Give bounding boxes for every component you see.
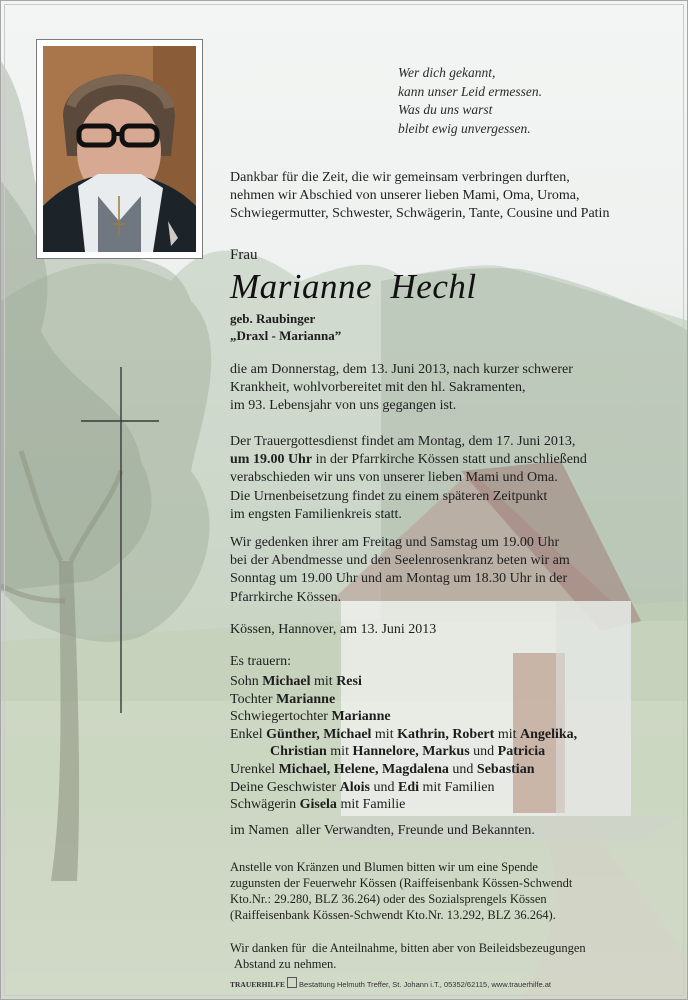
text-line: Kto.Nr.: 29.280, BLZ 36.264) oder des Sozialsprengels Kössen [230, 892, 547, 906]
text-span: Schwiegertochter [230, 709, 332, 725]
text-line: Sonntag um 19.00 Uhr und am Montag um 18.30 Uhr in der [230, 571, 568, 587]
text-span: mit Familien [419, 779, 495, 795]
text-line: Pfarrkirche Kössen. [230, 589, 342, 605]
text-span: Tochter [230, 691, 277, 707]
text-line: die am Donnerstag, dem 13. Juni 2013, nach kurzer schwerer [230, 362, 573, 377]
text-span: Schwägerin [230, 797, 300, 813]
text-span: in der Pfarrkirche Kössen statt und anschließend [312, 452, 587, 468]
footer-brand: TRAUERHILFE [230, 980, 286, 989]
mourner-line [230, 708, 577, 726]
text-line: nehmen wir Abschied von unserer lieben Mami, Oma, Uroma, [230, 188, 580, 204]
text-line [230, 451, 587, 469]
text-span: mit [494, 726, 520, 742]
text-line: (Raiffeisenbank Kössen-Schwendt Kto.Nr. 13.292, BLZ 36.264). [230, 908, 556, 922]
text-line: im engsten Familienkreis statt. [230, 506, 402, 522]
mourner-name: Marianne [276, 691, 336, 707]
poem [398, 64, 542, 138]
text-line: verabschieden wir uns von unserer lieben Mami und Oma. [230, 470, 558, 486]
poem-line: kann unser Leid ermessen. [398, 83, 542, 99]
mourner-name: Kathrin, Robert [397, 726, 495, 742]
text-line: Der Trauergottesdienst findet am Montag, dem 17. Juni 2013, [230, 434, 576, 449]
cross-icon [81, 367, 161, 717]
text-span: Sohn [230, 674, 263, 689]
portrait-photo-frame [36, 39, 203, 259]
text-span: und [448, 761, 477, 777]
text-line: Wir gedenken ihrer am Freitag und Samstag um 19.00 Uhr [230, 535, 560, 550]
mourner-name: Michael, Helene, Magdalena [278, 761, 449, 777]
text-line: Dankbar für die Zeit, die wir gemeinsam verbringen durften, [230, 170, 570, 185]
mourner-line [230, 743, 577, 761]
deceased-name: Marianne Hechl [230, 267, 477, 306]
mourner-line [230, 779, 577, 797]
footer [230, 977, 551, 989]
poem-line: bleibt ewig unvergessen. [398, 120, 531, 136]
death-notice [230, 361, 573, 416]
mourner-name: Edi [397, 779, 419, 795]
mourner-name: Hannelore, Markus [352, 744, 470, 760]
mourner-line [230, 726, 577, 744]
mourner-name: Sebastian [476, 761, 535, 777]
text-line: Schwiegermutter, Schwester, Schwägerin, Tante, Cousine und Patin [230, 206, 610, 222]
mourner-name: Christian [270, 744, 327, 760]
birth-info [230, 310, 341, 344]
mourner-name: Resi [336, 674, 362, 689]
mourner-name: Michael [262, 674, 311, 689]
text-span: und [369, 779, 398, 795]
mourner-name: Günther, Michael [266, 726, 372, 742]
footer-text: Bestattung Helmuth Treffer, St. Johann i.T., 05352/62115, www.trauerhilfe.at [299, 980, 551, 989]
text-line: Krankheit, wohlvorbereitet mit den hl. Sakramenten, [230, 380, 526, 396]
poem-line: Wer dich gekannt, [398, 65, 496, 80]
text-span: und [469, 744, 498, 760]
text-span: mit [310, 674, 337, 689]
mourner-line [230, 691, 577, 709]
text-line: bei der Abendmesse und den Seelenrosenkranz beten wir am [230, 553, 570, 569]
text-span: Deine Geschwister [230, 779, 340, 795]
nickname: „Draxl - Marianna” [230, 328, 342, 343]
text-span: mit [326, 744, 353, 760]
prayer-paragraph [230, 534, 570, 607]
mourner-name: Marianne [331, 709, 391, 725]
mourning-intro: Es trauern: [230, 654, 292, 669]
text-span: mit Familie [336, 797, 406, 813]
cross-logo-icon [287, 977, 297, 988]
text-span: Urenkel [230, 761, 279, 777]
mourner-name: Patricia [497, 744, 546, 760]
service-time: um 19.00 Uhr [230, 452, 313, 468]
mourner-line [230, 796, 577, 814]
thanks-paragraph [230, 169, 609, 224]
poem-line: Was du uns warst [398, 102, 493, 117]
text-span: mit [371, 726, 398, 742]
donation-paragraph [230, 859, 572, 923]
portrait-photo [43, 46, 196, 252]
birth-name: geb. Raubinger [230, 311, 316, 326]
text-line: Abstand zu nehmen. [234, 957, 337, 971]
text-line: Anstelle von Kränzen und Blumen bitten wir um eine Spende [230, 860, 538, 874]
relatives-line: im Namen aller Verwandten, Freunde und Bekannten. [230, 823, 535, 838]
text-span: Enkel [230, 726, 267, 742]
text-line: im 93. Lebensjahr von uns gegangen ist. [230, 398, 457, 414]
mourner-name: Gisela [299, 797, 337, 813]
mourners-list [230, 673, 577, 814]
closing-paragraph [230, 940, 586, 972]
text-line: Wir danken für die Anteilnahme, bitten aber von Beileidsbezeugungen [230, 941, 586, 955]
mourner-name: Angelika, [519, 726, 578, 742]
salutation: Frau [230, 247, 258, 263]
mourner-line [230, 761, 577, 779]
text-line: Die Urnenbeisetzung findet zu einem späteren Zeitpunkt [230, 488, 548, 504]
funeral-service [230, 433, 587, 524]
place-date: Kössen, Hannover, am 13. Juni 2013 [230, 622, 437, 637]
text-line: zugunsten der Feuerwehr Kössen (Raiffeisenbank Kössen-Schwendt [230, 876, 573, 890]
mourner-line [230, 673, 577, 691]
mourner-name: Alois [339, 779, 370, 795]
